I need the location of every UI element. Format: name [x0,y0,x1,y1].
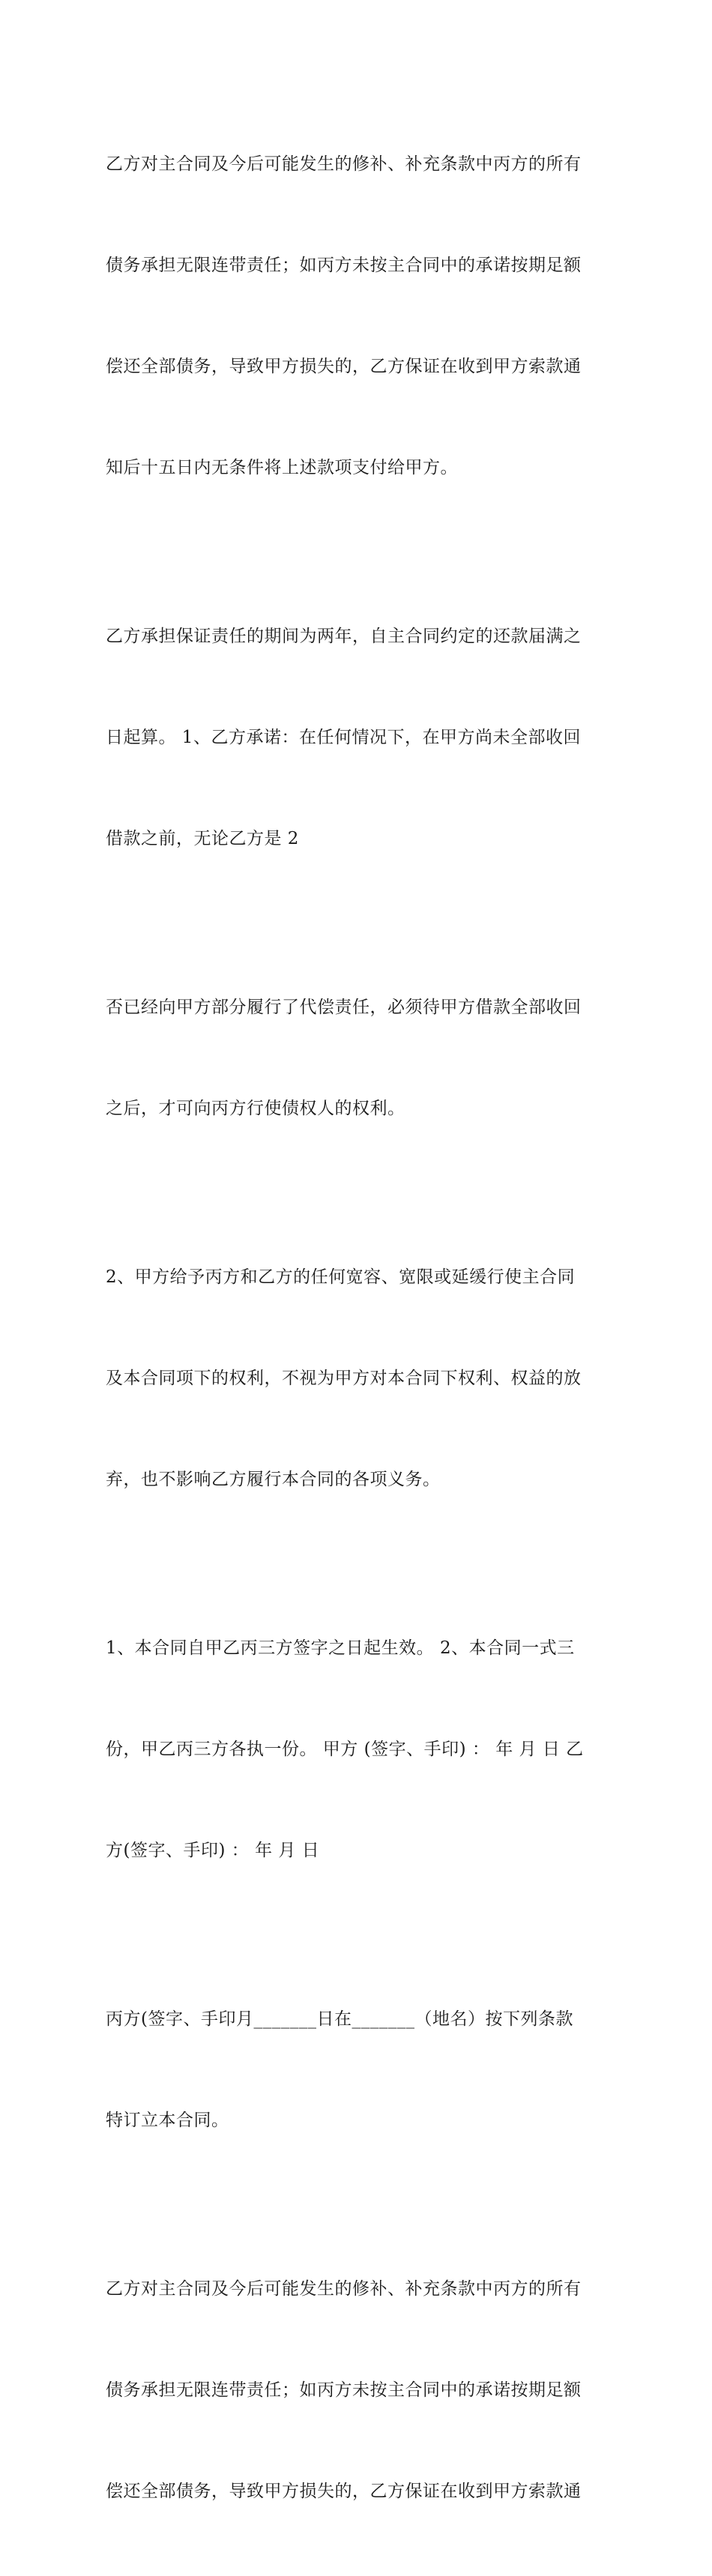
text-line: 2、甲方给予丙方和乙方的任何宽容、宽限或延缓行使主合同 [106,1267,576,1287]
paragraph-guarantee-period [106,552,615,923]
text-line: 1、本合同自甲乙丙三方签字之日起生效。 2、本合同一式三 [106,1638,575,1658]
text-line: 方(签字、手印) ： 年 月 日 [106,1841,320,1860]
text-line: 偿还全部债务，导致甲方损失的，乙方保证在收到甲方索款通 [106,2482,582,2501]
paragraph-party-c-signature [106,1935,615,2205]
text-line: 特订立本合同。 [106,2111,229,2130]
text-line: 乙方承担保证责任的期间为两年，自主合同约定的还款届满之 [106,627,582,646]
text-line: 之后，才可向丙方行使债权人的权利。 [106,1099,405,1118]
text-line: 债务承担无限连带责任；如丙方未按主合同中的承诺按期足额 [106,256,582,275]
text-line: 借款之前，无论乙方是 2 [106,829,299,848]
text-line: 否已经向甲方部分履行了代偿责任，必须待甲方借款全部收回 [106,998,582,1017]
paragraph-guarantee-liability-repeat [106,2205,615,2576]
text-line: 日起算。 1、乙方承诺：在任何情况下，在甲方尚未全部收回 [106,728,581,747]
document-body [106,80,615,2576]
text-line: 乙方对主合同及今后可能发生的修补、补充条款中丙方的所有 [106,2279,582,2299]
text-line: 份，甲乙丙三方各执一份。 甲方 (签字、手印) ： 年 月 日 乙 [106,1740,584,1759]
paragraph-guarantee-liability [106,80,615,552]
text-line: 债务承担无限连带责任；如丙方未按主合同中的承诺按期足额 [106,2380,582,2400]
text-line: 及本合同项下的权利，不视为甲方对本合同下权利、权益的放 [106,1369,582,1388]
paragraph-creditor-rights [106,923,615,1193]
text-line: 知后十五日内无条件将上述款项支付给甲方。 [106,458,458,477]
paragraph-tolerance-clause [106,1193,615,1564]
text-line: 弃，也不影响乙方履行本合同的各项义务。 [106,1470,441,1489]
text-line: 偿还全部债务，导致甲方损失的，乙方保证在收到甲方索款通 [106,357,582,376]
text-line: 乙方对主合同及今后可能发生的修补、补充条款中丙方的所有 [106,154,582,174]
paragraph-effectiveness-signatures [106,1564,615,1935]
text-line: 丙方(签字、手印月_______日在_______（地名）按下列条款 [106,2009,573,2029]
